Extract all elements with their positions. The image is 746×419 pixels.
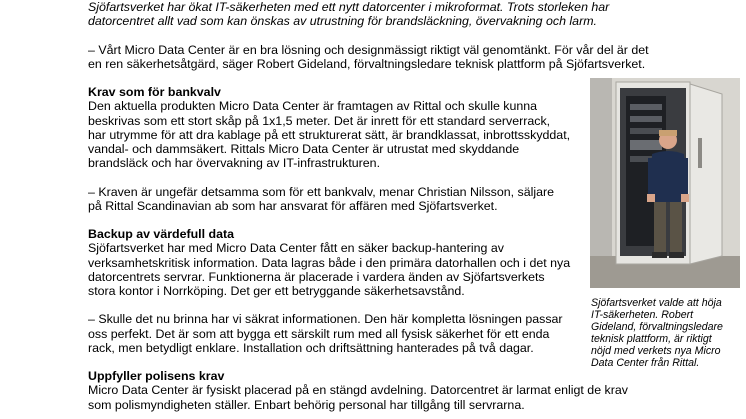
body-line: oss perfekt. Det är som att bygga ett särskilt rum med all fysisk säkerhet för ett enda (88, 326, 550, 341)
body-line: – Kraven är ungefär detsamma som för ett bankvalv, menar Christian Nilsson, säljare (88, 184, 554, 199)
body-line: beskrivas som ett stort skåp på 1x1,5 meter. Det är inrett för ett standard serverrack, (88, 113, 551, 128)
quote-line: en ren säkerhetsåtgärd, säger Robert Gideland, förvaltningsledare teknisk plattform på Sjöfartsverket. (88, 56, 646, 71)
body-line: Sjöfartsverket har med Micro Data Center fått en säker backup-hantering av (88, 241, 504, 256)
caption-line: IT-säkerheten. Robert (591, 309, 694, 322)
body-line: på Rittal Scandinavian ab som har ansvarat för affären med Sjöfartsverket. (88, 198, 498, 213)
lead-line: datorcentret allt vad som kan önskas av utrustning för brandsläckning, övervakning och larm. (88, 14, 597, 29)
caption-line: nöjd med verkets nya Micro (591, 345, 721, 358)
caption-line: teknisk plattform, är riktigt (591, 333, 712, 346)
body-line: verksamhetskritisk information. Data lagras både i den primära datorhallen och i det nya (88, 255, 571, 270)
photo-illustration (590, 78, 740, 288)
caption-line: Data Center från Rittal. (591, 357, 700, 370)
body-line: – Skulle det nu brinna har vi säkrat informationen. Den här kompletta lösningen passar (88, 312, 563, 327)
photo-man-beside-micro-data-center (590, 78, 740, 288)
body-line: Den aktuella produkten Micro Data Center är framtagen av Rittal och skulle kunna (88, 99, 538, 114)
body-line: som polismyndigheten ställer. Enbart behörig personal har tillgång till servrarna. (88, 397, 525, 412)
lead-line: Sjöfartsverket har ökat IT-säkerheten med ett nytt datorcenter i mikroformat. Trots storleken har (88, 0, 610, 14)
caption-line: Gideland, förvaltningsledare (591, 321, 723, 334)
body-line: vandal- och dammsäkert. Rittals Micro Data Center är utrustat med skyddande (88, 142, 520, 156)
body-line: brandsläck och har övervakning av IT-infrastrukturen. (88, 156, 381, 171)
body-line: rack, men betydligt enklare. Installation och driftsättning hanterades på två dagar. (88, 340, 534, 355)
section-heading: Backup av värdefull data (88, 227, 234, 242)
quote-line: – Vårt Micro Data Center är en bra lösning och designmässigt riktigt väl genomtänkt. För vår del är det (88, 42, 649, 57)
section-heading: Uppfyller polisens krav (88, 369, 225, 384)
body-line: datorcentrets servrar. Funktionerna är placerade i vardera änden av Sjöfartsverkets (88, 269, 545, 284)
section-heading: Krav som för bankvalv (88, 85, 221, 100)
body-line: har utrymme för att dra kablage på ett strukturerat sätt, är brandklassat, inbrottsskyddat, (88, 127, 571, 142)
body-line: stora kontor i Norrköping. Det ger ett betryggande säkerhetsavstånd. (88, 284, 465, 298)
photo-caption (591, 297, 741, 370)
caption-line: Sjöfartsverket valde att höja (591, 297, 722, 309)
body-line: Micro Data Center är fysiskt placerad på en stängd avdelning. Datorcentret är larmat enligt de krav (88, 383, 628, 398)
